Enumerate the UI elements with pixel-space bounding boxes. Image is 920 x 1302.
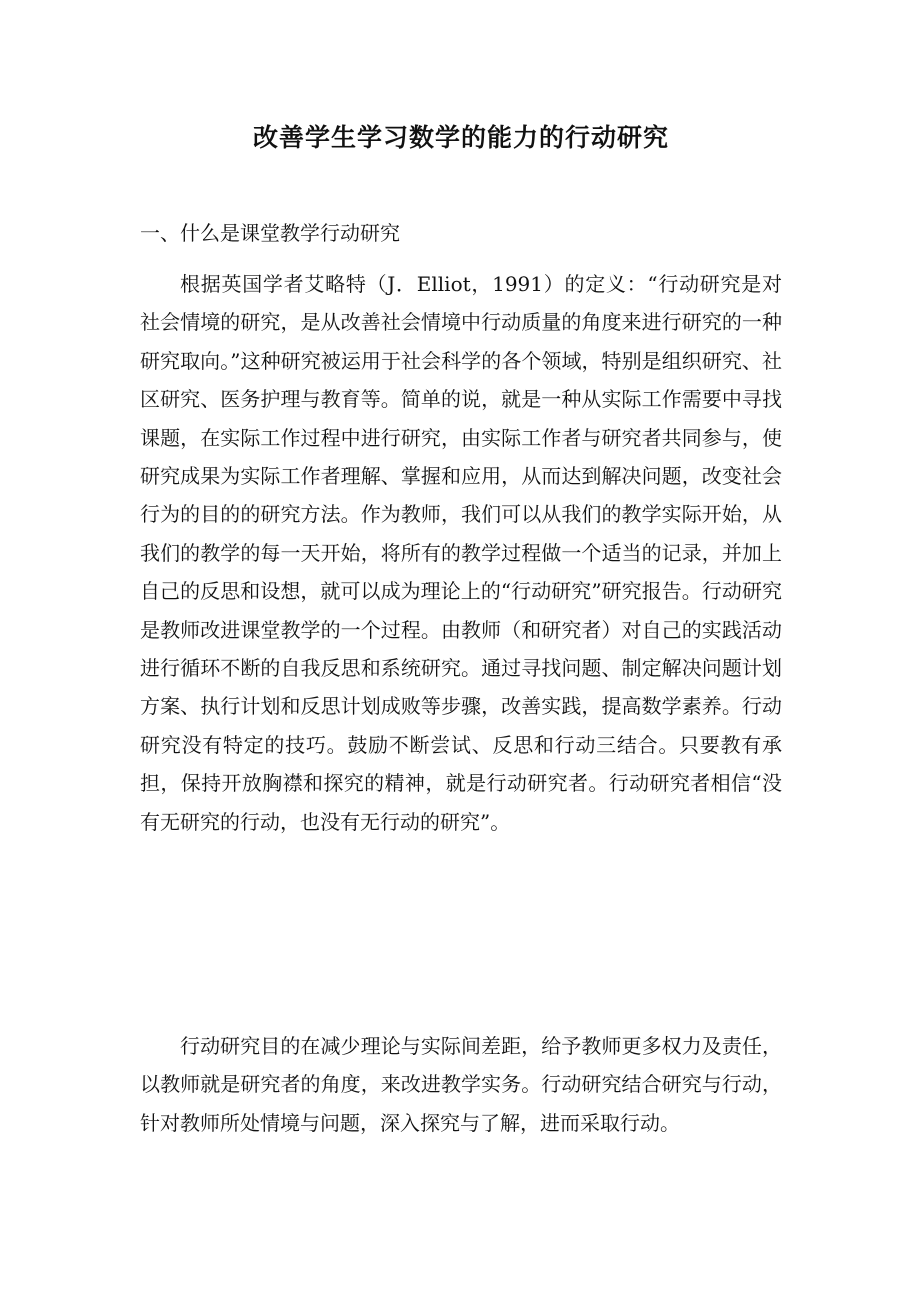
section-heading: 一、什么是课堂教学行动研究 <box>140 221 400 245</box>
body-paragraph-1: 根据英国学者艾略特（J．Elliot，1991）的定义：“行动研究是对社会情境的研究，是从改善社会情境中行动质量的角度来进行研究的一种研究取向。”这种研究被运用于社会科学的各个领域，特别是组织研究、社区研究、医务护理与教育等。简单的说，就是一种从实际工作需要中寻找课题，在实际工作过程中进行研究，由实际工作者与研究者共同参与，使研究成果为实际工作者理解、掌握和应用，从而达到解决问题，改变社会行为的目的的研究方法。作为教师，我们可以从我们的教学实际开始，从我们的教学的每一天开始，将所有的教学过程做一个适当的记录，并加上自己的反思和设想，就可以成为理论上的“行动研究”研究报告。行动研究是教师改进课堂教学的一个过程。由教师（和研究者）对自己的实践活动进行循环不断的自我反思和系统研究。通过寻找问题、制定解决问题计划方案、执行计划和反思计划成败等步骤，改善实践，提高数学素养。行动研究没有特定的技巧。鼓励不断尝试、反思和行动三结合。只要教有承担，保持开放胸襟和探究的精神，就是行动研究者。行动研究者相信“没有无研究的行动，也没有无行动的研究”。 <box>140 272 782 834</box>
document-title: 改善学生学习数学的能力的行动研究 <box>252 123 669 152</box>
body-paragraph-2: 行动研究目的在减少理论与实际间差距，给予教师更多权力及责任，以教师就是研究者的角度，来改进教学实务。行动研究结合研究与行动，针对教师所处情境与问题，深入探究与了解，进而采取行动。 <box>140 1034 782 1135</box>
